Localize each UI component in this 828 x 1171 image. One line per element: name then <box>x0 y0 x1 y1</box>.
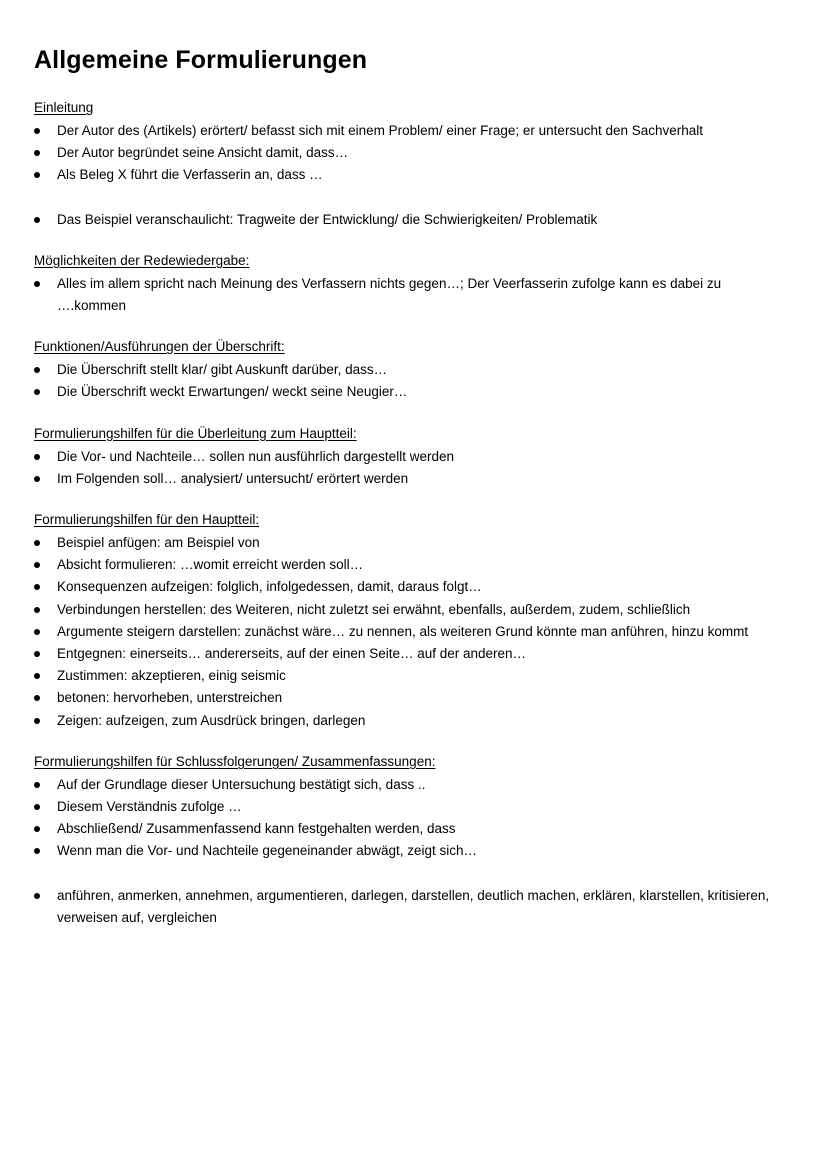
bullet-icon <box>34 673 40 679</box>
bullet-icon <box>34 804 40 810</box>
list-item: Verbindungen herstellen: des Weiteren, nicht zuletzt sei erwähnt, ebenfalls, außerdem, zudem, schließlich <box>34 599 788 621</box>
bullet-list <box>34 120 788 187</box>
section-ueberleitung <box>34 424 788 490</box>
bullet-icon <box>34 695 40 701</box>
bullet-icon <box>34 281 40 287</box>
bullet-icon <box>34 367 40 373</box>
list-item: Argumente steigern darstellen: zunächst wäre… zu nennen, als weiteren Grund könnte man anführen, hinzu kommt <box>34 621 788 643</box>
bullet-icon <box>34 217 40 223</box>
section-heading: Möglichkeiten der Redewiedergabe: <box>34 252 250 268</box>
bullet-icon <box>34 172 40 178</box>
section-ueberschrift <box>34 337 788 403</box>
list-item: Konsequenzen aufzeigen: folglich, infolgedessen, damit, daraus folgt… <box>34 576 788 598</box>
list-item: Im Folgenden soll… analysiert/ untersucht/ erörtert werden <box>34 468 788 490</box>
bullet-icon <box>34 607 40 613</box>
section-einleitung <box>34 98 788 231</box>
list-item: Der Autor des (Artikels) erörtert/ befasst sich mit einem Problem/ einer Frage; er untersucht den Sachverhalt <box>34 120 788 142</box>
list-item: Die Vor- und Nachteile… sollen nun ausführlich dargestellt werden <box>34 446 788 468</box>
list-item: Beispiel anfügen: am Beispiel von <box>34 532 788 554</box>
list-item: Das Beispiel veranschaulicht: Tragweite der Entwicklung/ die Schwierigkeiten/ Problematik <box>34 209 788 231</box>
spacer <box>34 863 788 885</box>
bullet-list <box>34 209 788 231</box>
bullet-icon <box>34 848 40 854</box>
list-item: Die Überschrift weckt Erwartungen/ weckt seine Neugier… <box>34 381 788 403</box>
bullet-icon <box>34 128 40 134</box>
bullet-list <box>34 359 788 403</box>
section-heading: Funktionen/Ausführungen der Überschrift: <box>34 339 285 355</box>
list-item: Der Autor begründet seine Ansicht damit, dass… <box>34 142 788 164</box>
list-item: Die Überschrift stellt klar/ gibt Auskunft darüber, dass… <box>34 359 788 381</box>
bullet-icon <box>34 629 40 635</box>
bullet-icon <box>34 454 40 460</box>
section-redewiedergabe <box>34 251 788 317</box>
bullet-list <box>34 446 788 490</box>
section-heading: Formulierungshilfen für die Überleitung zum Hauptteil: <box>34 425 357 441</box>
bullet-icon <box>34 150 40 156</box>
list-item: Zustimmen: akzeptieren, einig seismic <box>34 665 788 687</box>
bullet-icon <box>34 651 40 657</box>
list-item: Entgegnen: einerseits… andererseits, auf der einen Seite… auf der anderen… <box>34 643 788 665</box>
bullet-icon <box>34 782 40 788</box>
list-item: Abschließend/ Zusammenfassend kann festgehalten werden, dass <box>34 818 788 840</box>
section-heading: Formulierungshilfen für den Hauptteil: <box>34 512 260 528</box>
bullet-icon <box>34 540 40 546</box>
list-item: Als Beleg X führt die Verfasserin an, dass … <box>34 164 788 186</box>
bullet-icon <box>34 476 40 482</box>
section-heading: Formulierungshilfen für Schlussfolgerungen/ Zusammenfassungen: <box>34 753 436 769</box>
list-item: Diesem Verständnis zufolge … <box>34 796 788 818</box>
list-item: Alles im allem spricht nach Meinung des Verfassern nichts gegen…; Der Veerfasserin zufolge kann es dabei zu ….kommen <box>34 273 788 317</box>
list-item: Wenn man die Vor- und Nachteile gegeneinander abwägt, zeigt sich… <box>34 840 788 862</box>
list-item: Auf der Grundlage dieser Untersuchung bestätigt sich, dass .. <box>34 774 788 796</box>
bullet-icon <box>34 893 40 899</box>
section-hauptteil <box>34 510 788 732</box>
section-heading: Einleitung <box>34 100 94 115</box>
bullet-icon <box>34 584 40 590</box>
list-item: betonen: hervorheben, unterstreichen <box>34 687 788 709</box>
list-item: Absicht formulieren: …womit erreicht werden soll… <box>34 554 788 576</box>
bullet-icon <box>34 718 40 724</box>
document-title: Allgemeine Formulierungen <box>34 46 368 74</box>
list-item: anführen, anmerken, annehmen, argumentieren, darlegen, darstellen, deutlich machen, erklären, klarstellen, kritisieren, verweisen auf, vergleichen <box>34 885 788 929</box>
bullet-icon <box>34 389 40 395</box>
list-item: Zeigen: aufzeigen, zum Ausdrück bringen, darlegen <box>34 710 788 732</box>
spacer <box>34 187 788 209</box>
bullet-icon <box>34 826 40 832</box>
bullet-list <box>34 273 788 317</box>
section-schlussfolgerungen <box>34 752 788 929</box>
bullet-list <box>34 885 788 929</box>
bullet-list <box>34 774 788 863</box>
bullet-list <box>34 532 788 732</box>
bullet-icon <box>34 562 40 568</box>
